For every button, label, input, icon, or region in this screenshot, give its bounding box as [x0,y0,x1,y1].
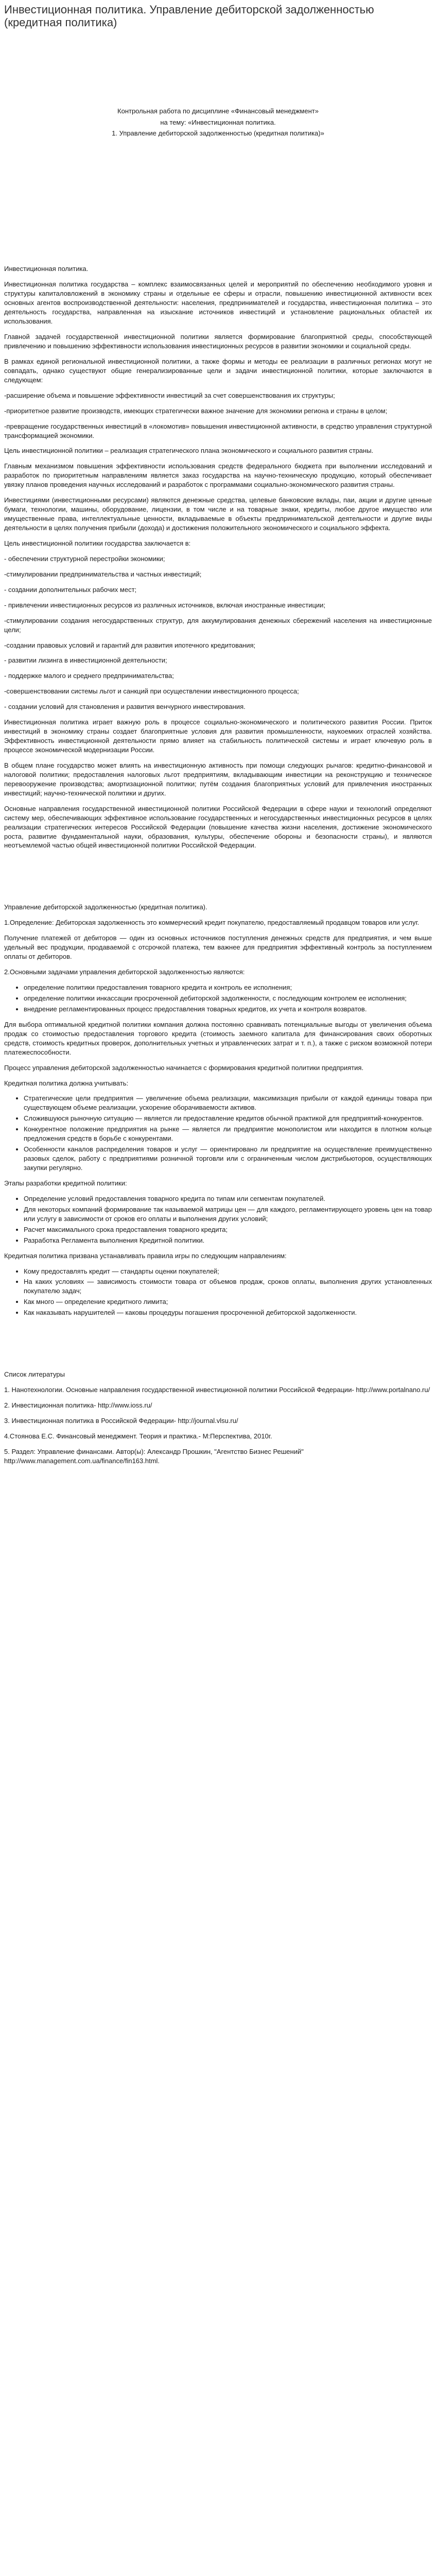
paragraph: Цель инвестиционной политики – реализация стратегического плана экономического и социального развития страны. [4,447,374,455]
reference-item: 1. Нанотехнологии. Основные направления государственной инвестиционной политики Российской Федерации- http://www.portalnano.ru/ [4,1386,430,1394]
list-item: • Сложившуюся рыночную ситуацию — является ли предоставление кредитов обычной практикой для предприятий-конкурентов. [24,1114,432,1123]
list-item: • Для некоторых компаний формирование так называемой матрицы цен — для каждого, регламентирующего уровень цен на товар или услугу в зависимости от сроков его оплаты и выполнения других условий; [24,1205,432,1224]
list-item: • Кому предоставлять кредит — стандарты оценки покупателей; [24,1267,432,1276]
list-item: -стимулировании создания негосударственных структур, для аккумулирования денежных сбережений населения на инвестиционные цели; [4,616,432,634]
list-item: • Особенности каналов распределения товаров и услуг — ориентировано ли предприятие на осуществление преимущественно разовых сделок, работу с предприятиями розничной торговли или с ограниченным числом дистрибьюторов, осуществляющих закупки регулярно. [24,1145,432,1173]
bullet-list [4,983,432,1014]
paragraph: Инвестиционная политика государства – комплекс взаимосвязанных целей и мероприятий по обеспечению необходимого уровня и структуры капиталовложений в экономику страны и отдельные ее сферы и отрасли, повышению инвестиционной активности всех основных агентов воспроизводственной деятельности: населения, предпринимателей и государства, инвестиционная политика – это деятельность государства, направленная на изыскание источников инвестиций и установление рациональных областей их использования. [4,280,432,326]
list-item: • определение политики инкассации просроченной дебиторской задолженности, с последующим контролем ее исполнения; [24,994,432,1003]
list-item: • внедрение регламентированных процесс предоставления товарных кредитов, их учета и контроля возвратов. [24,1005,432,1014]
list-item: - развитии лизинга в инвестиционной деятельности; [4,656,167,665]
list-item: - создании дополнительных рабочих мест; [4,585,137,594]
paragraph: -превращение государственных инвестиций в «локомотив» повышения инвестиционной активности, в средство управления структурной трансформацией экономики. [4,422,432,439]
paragraph: Процесс управления дебиторской задолженностью начинается с формирования кредитной политики предприятия. [4,1063,364,1072]
list-item: • определение политики предоставления товарного кредита и контроль ее исполнения; [24,983,432,992]
paragraph: Цель инвестиционной политики государства заключается в: [4,539,191,547]
page-title: Инвестиционная политика. Управление дебиторской задолженностью (кредитная политика) [4,3,374,29]
paragraph: Кредитная политика должна учитывать: [4,1079,129,1087]
list-item: -стимулировании предпринимательства и частных инвестиций; [4,570,202,578]
paragraph: Получение платежей от дебиторов — один из основных источников поступления денежных средств для предприятия, и чем выше удельный вес продукции, продаваемой с отсрочкой платежа, тем важнее для предприятия эффективный контроль за поступлением оплаты от дебиторов. [4,934,432,961]
paragraph: Этапы разработки кредитной политики: [4,1179,127,1187]
section-spacer [4,1324,432,1370]
paragraph: Главным механизмом повышения эффективности использования средств федерального бюджета при выполнении исследований и разработок по приоритетным направлениям является заказ государства на научно-техническую продукцию, который обеспечивает увязку планов проведения научных исследований и разработок с программами социально-экономического развития страны. [4,462,432,489]
list-item: - поддержке малого и среднего предпринимательства; [4,672,174,680]
list-item: • Конкурентное положение предприятия на рынке — является ли предприятие монополистом или находится в плотном кольце предложения средств в борьбе с конкурентами. [24,1125,432,1143]
list-item: • Определение условий предоставления товарного кредита по типам или сегментам покупателей. [24,1194,432,1204]
section-spacer [4,856,432,903]
paragraph: -приоритетное развитие производств, имеющих стратегически важное значение для экономики региона и страны в целом; [4,406,388,415]
list-item: • Стратегические цели предприятия — увеличение объема реализации, максимизация прибыли от каждой единицы товара при существующем объеме реализации, ускорение оборачиваемости активов. [24,1094,432,1112]
list-item: -совершенствовании системы льгот и санкций при осуществлении инвестиционного процесса; [4,687,299,696]
reference-item: 3. Инвестиционная политика в Российской Федерации- http://journal.vlsu.ru/ [4,1417,238,1425]
section-investment-policy [4,264,432,850]
paragraph: Для выбора оптимальной кредитной политики компания должна постоянно сравнивать потенциальные выгоды от увеличения объема продаж со стоимостью предоставления торгового кредита (стоимость заемного капитала для финансирования своих оборотных средств, стоимость кредитных проверок, дополнительных учетных и управленческих затрат и т. п.), а также с риском возможной потери платежеспособности. [4,1020,432,1056]
paragraph: Инвестиционная политика играет важную роль в процессе социально-экономического и политического развития России. Приток инвестиций в экономику страны создает благоприятные условия для развития промышленности, наукоемких отраслей хозяйства. Эффективность инвестиционной деятельности прямо влияет на стабильность политической системы и играет ключевую роль в процессе экономической модернизации России. [4,718,432,754]
section-heading: Инвестиционная политика. [4,265,89,273]
list-item: - привлечении инвестиционных ресурсов из различных источников, включая иностранные инвестиции; [4,601,326,609]
cover-block [4,107,432,139]
bullet-list [4,1094,432,1173]
reference-item: 4.Стоянова Е.С. Финансовый менеджмент. Теория и практика.- М:Перспектива, 2010г. [4,1432,272,1440]
section-receivables-management [4,903,432,1317]
paragraph: 2.Основными задачами управления дебиторской задолженностью являются: [4,968,245,976]
paragraph: Основные направления государственной инвестиционной политики Российской Федерации в сфере науки и технологий определяют систему мер, обеспечивающих эффективное использование государственных и негосударственных инвестиционных ресурсов в целях реализации стратегических интересов Российской Федерации (повышение качества жизни населения, достижение экономического роста, развитие фундаментальной науки, образования, культуры, обеспечение обороны и безопасности страны), и являются неотъемлемой частью общей инвестиционной политики Российской Федерации. [4,804,432,850]
bullet-list [4,1194,432,1245]
references-heading: Список литературы [4,1370,65,1379]
section-heading: Управление дебиторской задолженностью (кредитная политика). [4,903,207,911]
paragraph: 1.Определение: Дебиторская задолженность это коммерческий кредит покупателю, предоставляемый продавцом товаров или услуг. [4,919,420,927]
list-item: -создании правовых условий и гарантий для развития ипотечного кредитования; [4,641,256,649]
cover-line-1: Контрольная работа по дисциплине «Финансовый менеджмент» [117,107,319,115]
list-item: • Как много — определение кредитного лимита; [24,1297,432,1307]
list-item: • Как наказывать нарушителей — каковы процедуры погашения просроченной дебиторской задолженности. [24,1308,432,1317]
list-item: - обеспечении структурной перестройки экономики; [4,554,165,563]
list-item: • Расчет максимального срока предоставления товарного кредита; [24,1225,432,1234]
reference-item: 2. Инвестиционная политика- http://www.ioss.ru/ [4,1401,152,1410]
paragraph: В рамках единой региональной инвестиционной политики, а также формы и методы ее реализации в различных регионах могут не совпадать, однако существуют общие генерализированные цели и задачи инвестиционной политики, которые заключаются в следующем: [4,357,432,384]
list-item: • Разработка Регламента выполнения Кредитной политики. [24,1236,432,1245]
paragraph: Кредитная политика призвана устанавливать правила игры по следующим направлениям: [4,1251,287,1260]
reference-item: 5. Раздел: Управление финансами. Автор(ы): Александр Прошкин, "Агентство Бизнес Решений" http://www.management.com.ua/finance/fin163.html. [4,1447,304,1465]
references-list [4,1385,432,1466]
paragraph: В общем плане государство может влиять на инвестиционную активность при помощи следующих рычагов: кредитно-финансовой и налоговой политики; предоставления налоговых льгот предприятиям, вкладывающим инвестиции на реконструкцию и техническое перевооружение производства; амортизационной политики; путём создания благоприятных условий для привлечения иностранных инвестиций; научно-технической политики и других. [4,761,432,797]
paragraph: Главной задачей государственной инвестиционной политики является формирование благоприятной среды, способствующей привлечению и повышению эффективности использования инвестиционных ресурсов в развитии экономики и социальной среды. [4,333,432,350]
section-references [4,1370,432,1466]
paragraph: Инвестициями (инвестиционными ресурсами) являются денежные средства, целевые банковские вклады, паи, акции и другие ценные бумаги, технологии, машины, оборудование, лицензии, в том числе и на товарные знаки, кредиты, любое другое имущество или имущественные права, интеллектуальные ценности, вкладываемые в объекты предпринимательской деятельности и другие виды деятельности в целях получения прибыли (дохода) и достижения положительного экономического и социального эффекта. [4,496,432,532]
cover-line-2: на тему: «Инвестиционная политика. [160,118,276,126]
paragraph: -расширение объема и повышение эффективности инвестиций за счет совершенствования их структуры; [4,391,335,399]
cover-line-3: 1. Управление дебиторской задолженностью (кредитная политика)» [112,129,324,138]
list-item: - создании условий для становления и развития венчурного инвестирования. [4,703,246,711]
bullet-list [4,1267,432,1318]
list-item: • На каких условиях — зависимость стоимости товара от объемов продаж, сроков оплаты, выполнения других установленных покупателю задач; [24,1277,432,1296]
